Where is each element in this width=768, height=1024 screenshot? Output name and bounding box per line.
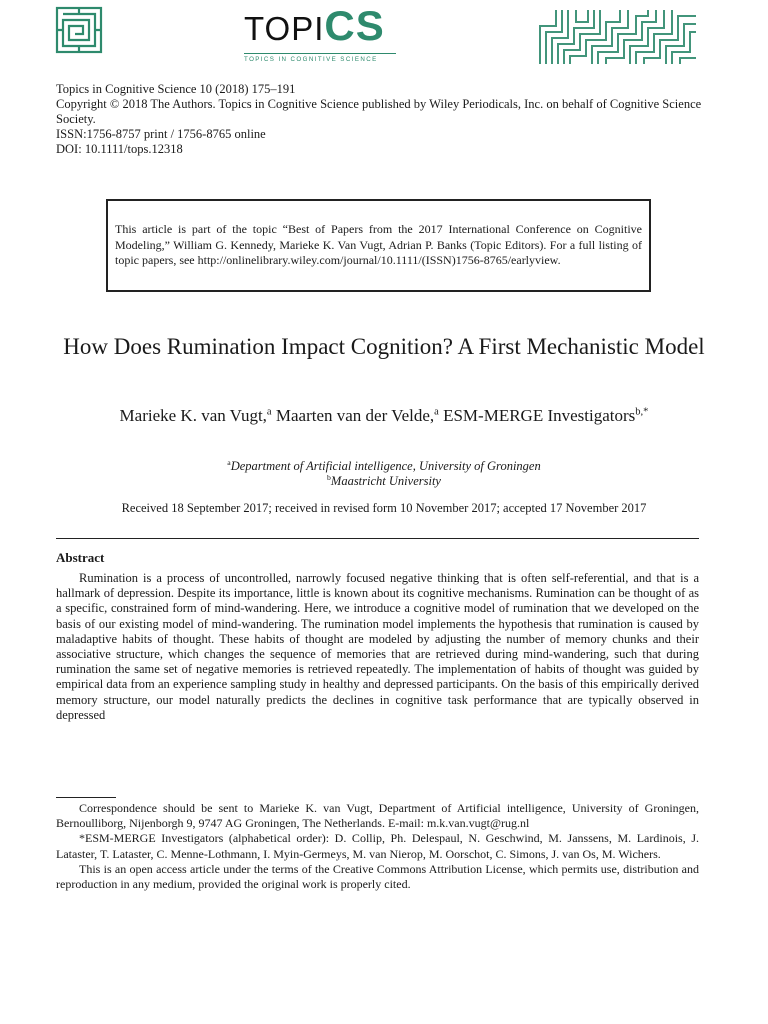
abstract-heading: Abstract [56, 550, 105, 565]
footnotes [56, 801, 699, 892]
author-2-affil-sup: a [434, 406, 439, 418]
maze-pattern-right-icon [536, 6, 700, 68]
received-dates: Received 18 September 2017; received in revised form 10 November 2017; accepted 17 November 2017 [121, 501, 647, 515]
copyright-notice: Copyright © 2018 The Authors. Topics in Cognitive Science published by Wiley Periodicals, Inc. on behalf of Cognitive Science Society. [56, 97, 702, 126]
affiliation-b-sup: b [327, 472, 331, 482]
affiliation-b [56, 474, 712, 489]
section-divider [56, 538, 699, 539]
affiliation-a-text: Department of Artificial intelligence, University of Groningen [230, 459, 541, 473]
article-meta [56, 82, 706, 157]
affiliation-a-sup: a [227, 457, 231, 467]
author-2: Maarten van der Velde, [271, 406, 435, 425]
author-1-affil-sup: a [266, 406, 272, 418]
logo-tagline: TOPICS IN COGNITIVE SCIENCE [244, 56, 378, 63]
author-list [56, 405, 712, 427]
logo-wordmark [244, 2, 394, 49]
topics-logo [244, 2, 394, 68]
logo-text-a: TOPI [244, 10, 325, 47]
affiliations [56, 459, 712, 489]
footnote-correspondence: Correspondence should be sent to Marieke K. van Vugt, Department of Artificial intelligence, University of Groningen, Bernoulliborg, Nijenborgh 9, 9747 AG Groningen, The Netherlands. E-mail: m.k.van.vugt@rug.nl [56, 801, 699, 831]
journal-header [0, 0, 768, 76]
footnote-rule [56, 797, 116, 798]
author-1: Marieke K. van Vugt, [119, 406, 267, 425]
footnote-investigators: *ESM-MERGE Investigators (alphabetical order): D. Collip, Ph. Delespaul, N. Geschwind, M. Janssens, M. Lardinois, J. Lataster, T. Lataster, C. Menne-Lothmann, I. Myin-Germeys, M. van Nierop, M. Oorschot, C. Simons, J. van Os, M. Wichers. [56, 831, 699, 861]
logo-rule [244, 53, 396, 54]
affiliation-b-text: Maastricht University [330, 474, 441, 488]
abstract-text: Rumination is a process of uncontrolled, narrowly focused negative thinking that is often self-referential, and that is a hallmark of depression. Despite its importance, little is known about its cognitive mechanisms. Rumination can be thought of as a specific, constrained form of mind-wandering. Here, we introduce a cognitive model of rumination that we developed on the basis of our existing model of mind-wandering. The rumination model implements the hypothesis that rumination is caused by maladaptive habits of thought. These habits of thought are modeled by adjusting the number of memory chunks and their associative structure, which changes the sequence of memories that are retrieved during mind-wandering, such that during rumination the same set of negative memories is retrieved repeatedly. The implementation of habits of thought was guided by empirical data from an experience sampling study in healthy and depressed participants. On the basis of this empirically derived memory structure, our model naturally predicts the declines in cognitive task performance that are typically observed in depressed [56, 571, 699, 722]
journal-citation: Topics in Cognitive Science 10 (2018) 175–191 [56, 82, 296, 96]
affiliation-a [56, 459, 712, 474]
doi: DOI: 10.1111/tops.12318 [56, 142, 183, 156]
author-3: ESM-MERGE Investigators [438, 406, 636, 425]
author-3-affil-sup: b,* [635, 406, 649, 418]
logo-text-b: CS [324, 2, 385, 49]
article-title: How Does Rumination Impact Cognition? A First Mechanistic Model [63, 334, 705, 359]
footnote-license: This is an open access article under the terms of the Creative Commons Attribution License, which permits use, distribution and reproduction in any medium, provided the original work is properly cited. [56, 861, 699, 892]
maze-logo-left-icon [55, 6, 103, 54]
issn: ISSN:1756-8757 print / 1756-8765 online [56, 127, 266, 141]
topic-notice-box: This article is part of the topic “Best of Papers from the 2017 International Conference on Cognitive Modeling,” William G. Kennedy, Marieke K. Van Vugt, Adrian P. Banks (Topic Editors). For a full listing of topic papers, see http://onlinelibrary.wiley.com/journal/10.1111/(ISSN)1756-8765/earlyview. [106, 199, 651, 292]
